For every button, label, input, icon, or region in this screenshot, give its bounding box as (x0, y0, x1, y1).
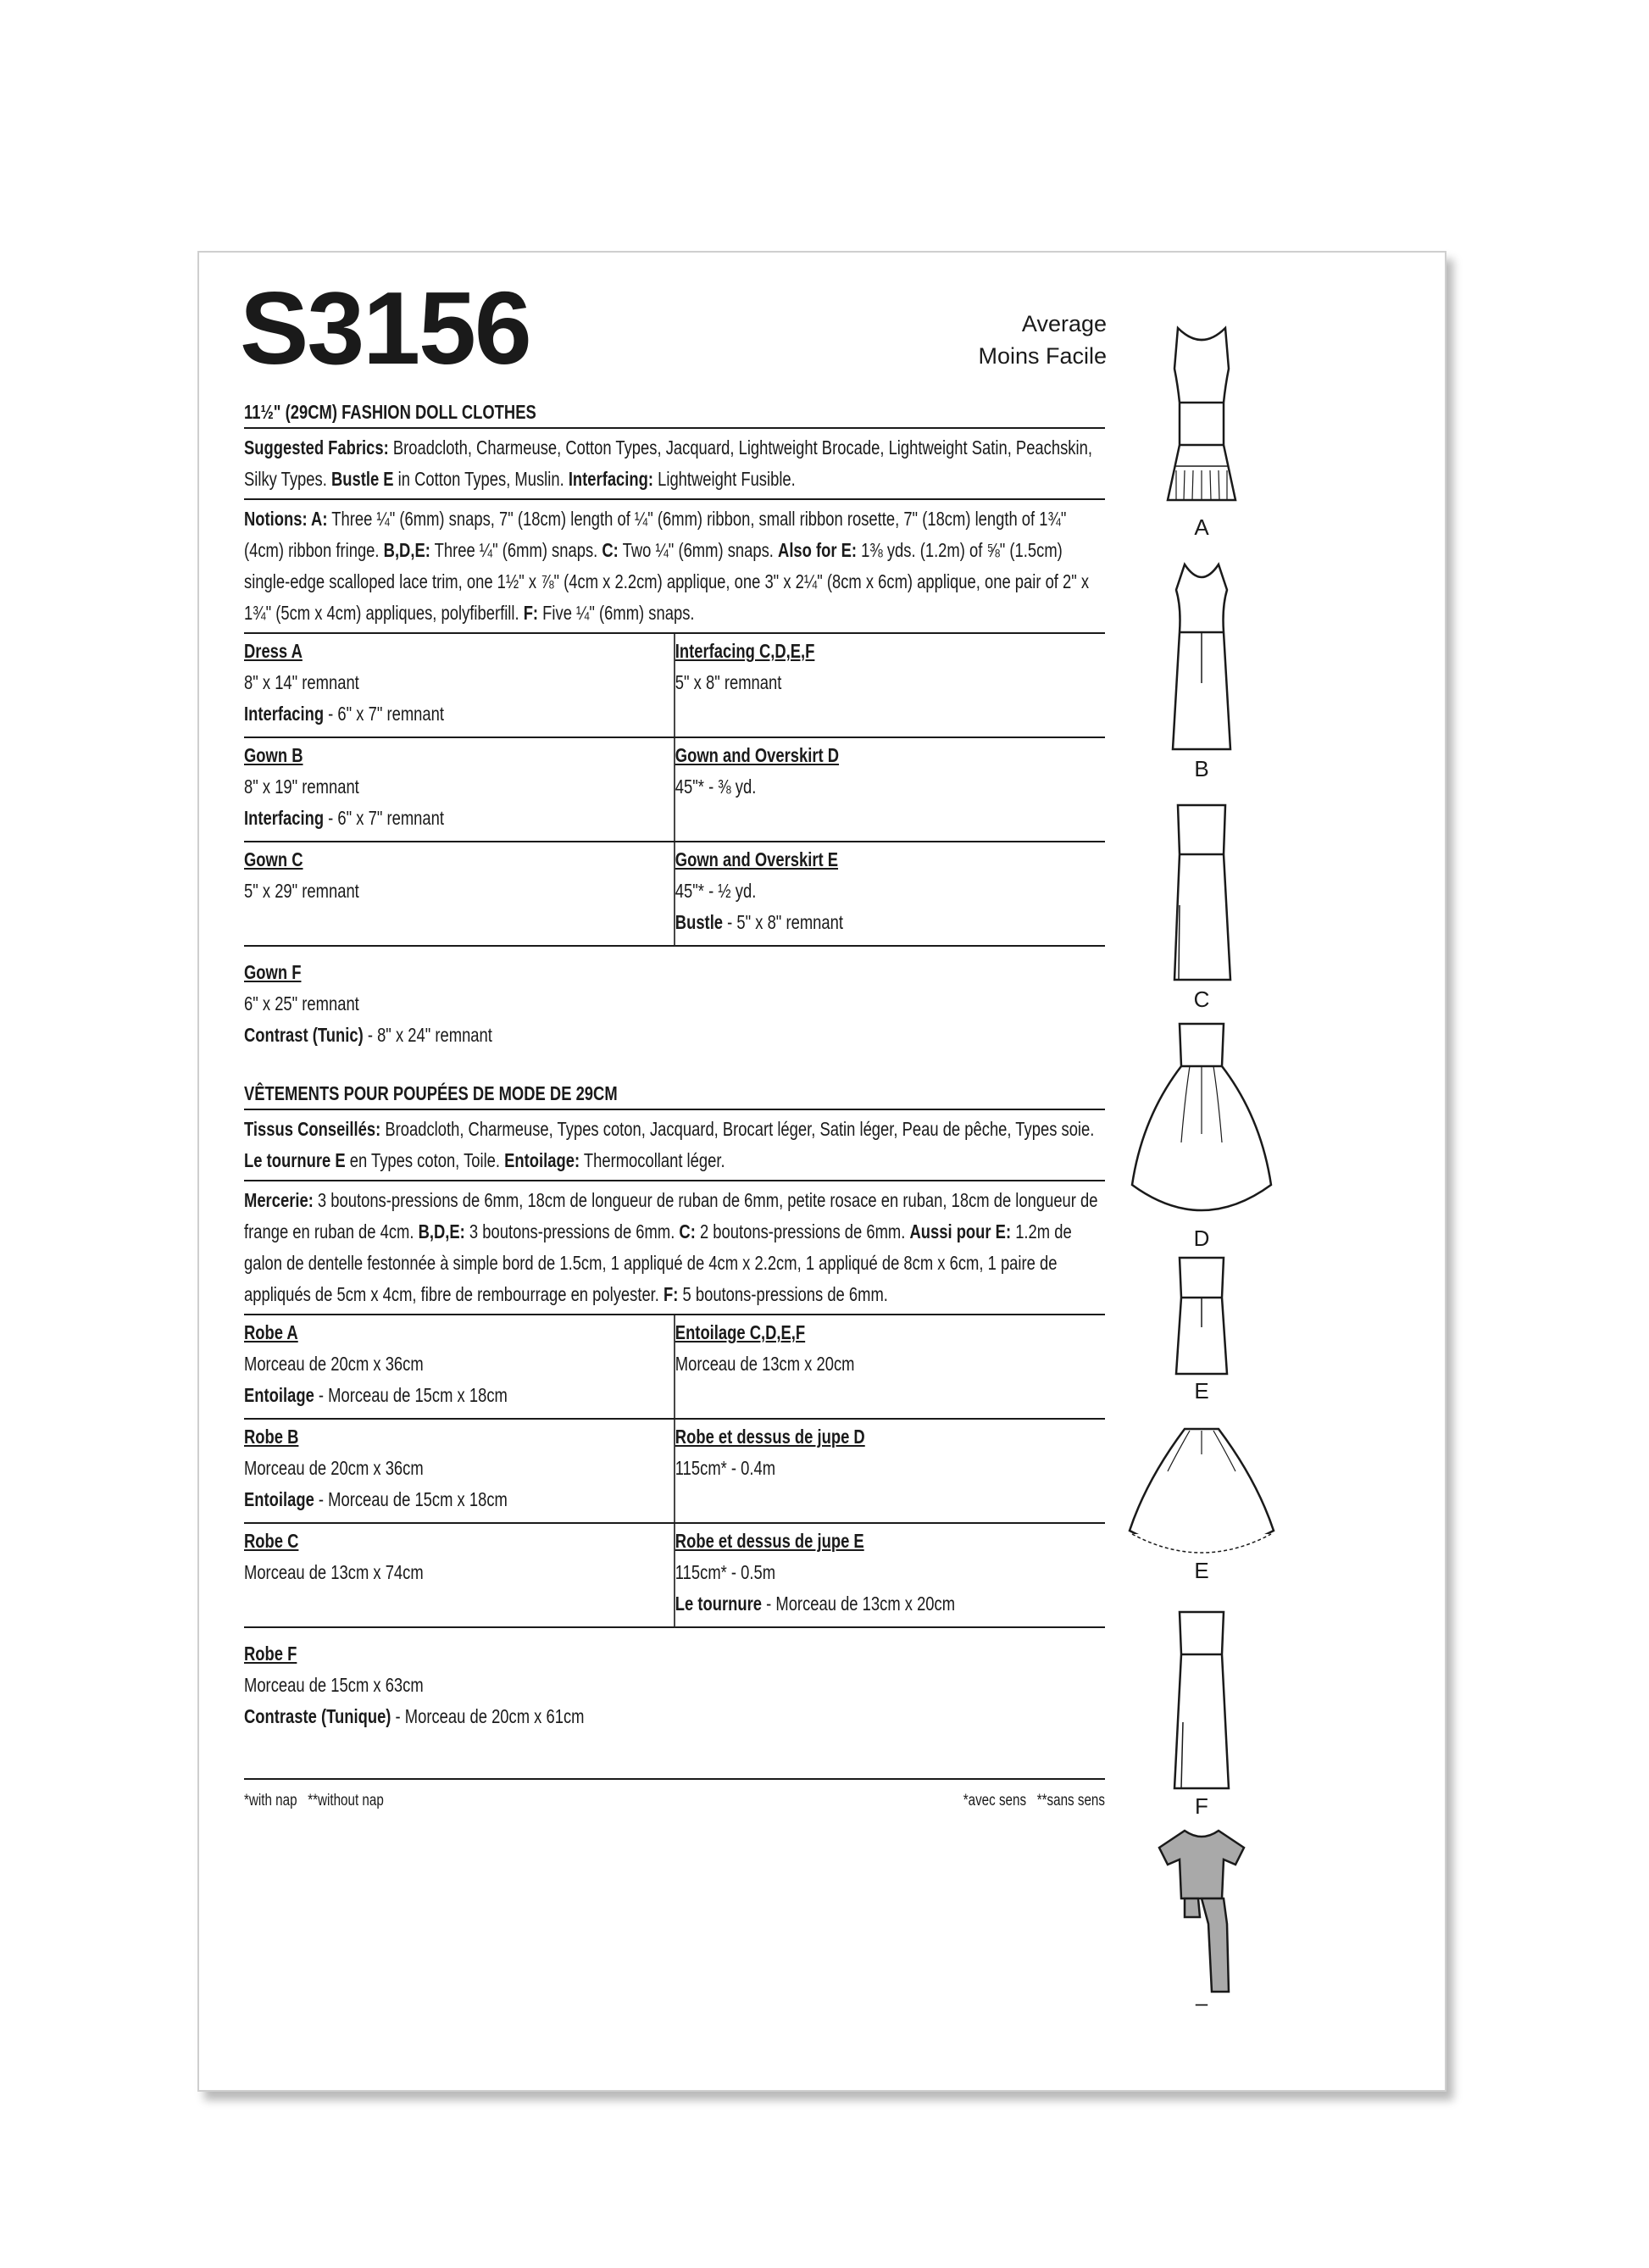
view-title: Gown and Overskirt D (675, 744, 840, 766)
interfacing-label: Entoilage: (504, 1149, 580, 1171)
notions-a: Three ¼" (6mm) snaps, 7" (18cm) length of ¼" (6mm) ribbon, small ribbon rosette, 7" (18cm) length of 1¾" (4cm) ribbon fringe. (244, 508, 1067, 561)
yardage-line: 5" x 8" remnant (675, 671, 782, 693)
view-c-drawing (1117, 795, 1286, 1012)
difficulty-label (978, 308, 1107, 372)
notions-c-label: C: (602, 539, 619, 561)
table-row (244, 634, 1105, 737)
view-label: F (1195, 1793, 1208, 1819)
english-notions (244, 500, 1105, 634)
yardage-line: Interfacing - 6" x 7" remnant (244, 807, 444, 829)
notions-label: Mercerie: (244, 1189, 314, 1211)
bustle-label: Le tournure E (244, 1149, 346, 1171)
bustle-text: in Cotton Types, Muslin. (393, 468, 569, 490)
yardage-line: Entoilage - Morceau de 15cm x 18cm (244, 1488, 508, 1510)
yardage-cell (244, 946, 675, 1058)
yardage-line: Morceau de 15cm x 63cm (244, 1674, 424, 1696)
notions-bde-label: B,D,E: (418, 1220, 465, 1242)
notions-bde: 3 boutons-pressions de 6mm. (464, 1220, 680, 1242)
view-b-drawing (1117, 556, 1286, 781)
yardage-cell (675, 1315, 1105, 1419)
dress-a-icon (1117, 318, 1286, 513)
view-f-tunic-drawing (1117, 1822, 1286, 2015)
view-title: Dress A (244, 640, 303, 662)
notions-a: 3 boutons-pressions de 6mm, 18cm de longueur de ruban de 6mm, petite rosace en ruban, 18cm de longueur de frange en ruban de 4cm. (244, 1189, 1098, 1242)
view-title: Gown F (244, 961, 302, 983)
gown-e-icon (1117, 1251, 1286, 1387)
notions-c: 2 boutons-pressions de 6mm. (695, 1220, 910, 1242)
table-row (244, 1315, 1105, 1419)
view-title: Robe C (244, 1530, 299, 1552)
fabrics-text: Broadcloth, Charmeuse, Types coton, Jacquard, Brocart léger, Satin léger, Peau de pêche, Types soie. (380, 1118, 1095, 1140)
yardage-cell (244, 1419, 675, 1523)
table-row (244, 946, 1105, 1058)
view-e-overskirt-drawing (1117, 1420, 1286, 1583)
nap-footnote (244, 1778, 1105, 1809)
view-title: Robe B (244, 1426, 299, 1448)
yardage-line: Interfacing - 6" x 7" remnant (244, 703, 444, 725)
view-title: Interfacing C,D,E,F (675, 640, 815, 662)
gown-f-icon (1117, 1604, 1286, 1798)
yardage-cell (675, 1419, 1105, 1523)
yardage-cell (244, 634, 675, 737)
yardage-cell (244, 737, 675, 842)
yardage-line: Le tournure - Morceau de 13cm x 20cm (675, 1593, 956, 1615)
view-f-drawing (1117, 1604, 1286, 1819)
notions-f: 5 boutons-pressions de 6mm. (678, 1283, 888, 1305)
french-yardage-table (244, 1315, 1105, 1739)
notions-bde: Three ¼" (6mm) snaps. (430, 539, 602, 561)
view-d-drawing (1117, 1015, 1286, 1251)
view-title: Robe et dessus de jupe D (675, 1426, 865, 1448)
bustle-label: Bustle E (330, 468, 394, 490)
view-label: A (1194, 514, 1209, 540)
yardage-line: Morceau de 13cm x 20cm (675, 1353, 855, 1375)
notions-e: 1.2m de galon de dentelle festonnée à simple bord de 1.5cm, 1 appliqué de 4cm x 2.2cm, 1 appliqué de 8cm x 6cm, 1 paire de appliqués de 5cm x 4cm, fibre de rembourrage en polyester. (244, 1220, 1072, 1305)
view-a-drawing (1117, 318, 1286, 540)
yardage-cell (675, 737, 1105, 842)
yardage-line: Contraste (Tunique) - Morceau de 20cm x 61cm (244, 1705, 585, 1727)
view-title: Gown B (244, 744, 303, 766)
interfacing-text: Thermocollant léger. (580, 1149, 725, 1171)
yardage-line: Contrast (Tunic) - 8" x 24" remnant (244, 1024, 492, 1046)
view-label: B (1194, 756, 1209, 781)
table-row (244, 1419, 1105, 1523)
view-label: E (1194, 1558, 1209, 1583)
table-row (244, 737, 1105, 842)
french-notions (244, 1181, 1105, 1315)
notions-bde-label: B,D,E: (383, 539, 430, 561)
yardage-cell (244, 1627, 675, 1739)
pattern-number: S3156 (240, 270, 530, 386)
interfacing-label: Interfacing: (568, 468, 654, 490)
yardage-cell (675, 634, 1105, 737)
view-e-drawing (1117, 1251, 1286, 1404)
yardage-cell (244, 1315, 675, 1419)
notions-f-label: F: (663, 1283, 679, 1305)
view-label: D (1193, 1226, 1210, 1251)
difficulty-french: Moins Facile (978, 343, 1107, 369)
yardage-cell (675, 842, 1105, 946)
yardage-cell (675, 1523, 1105, 1627)
fabrics-label: Tissus Conseillés: (244, 1118, 381, 1140)
view-title: Entoilage C,D,E,F (675, 1321, 806, 1343)
notions-e-label: Also for E: (778, 539, 858, 561)
bustle-text: en Types coton, Toile. (345, 1149, 505, 1171)
view-title: Gown C (244, 848, 303, 870)
view-label: C (1193, 987, 1210, 1012)
gown-d-icon (1117, 1015, 1286, 1227)
yardage-line: 5" x 29" remnant (244, 880, 359, 902)
notions-e: 1⅜ yds. (1.2m) of ⅝" (1.5cm) single-edge scalloped lace trim, one 1½" x ⅞" (4cm x 2.2cm) applique, one 3" x 2¼" (8cm x 6cm) applique, one pair of 2" x 1¾" (5cm x 4cm) appliques, polyfiberfill. (244, 539, 1090, 624)
yardage-line: 45"* - ⅜ yd. (675, 775, 757, 798)
tunic-f-icon (1117, 1822, 1286, 2000)
table-row (244, 1627, 1105, 1739)
requirements-content (244, 398, 1105, 1809)
view-label: – (1195, 1990, 1208, 2015)
yardage-line: 8" x 19" remnant (244, 775, 359, 798)
french-heading: VÊTEMENTS POUR POUPÉES DE MODE DE 29CM (244, 1080, 1105, 1110)
english-yardage-table (244, 634, 1105, 1058)
notions-f-label: F: (523, 602, 539, 624)
fabrics-text: Broadcloth, Charmeuse, Cotton Types, Jacquard, Lightweight Brocade, Lightweight Satin, Peachskin, Silky Types. (244, 436, 1092, 490)
table-row (244, 842, 1105, 946)
notions-c: Two ¼" (6mm) snaps. (618, 539, 779, 561)
yardage-line: 115cm* - 0.5m (675, 1561, 776, 1583)
yardage-line: Morceau de 13cm x 74cm (244, 1561, 424, 1583)
difficulty-english: Average (1021, 311, 1107, 336)
yardage-line: 45"* - ½ yd. (675, 880, 757, 902)
english-fabrics (244, 429, 1105, 500)
notions-f: Five ¼" (6mm) snaps. (538, 602, 695, 624)
fabrics-label: Suggested Fabrics: (244, 436, 389, 459)
yardage-cell (244, 1523, 675, 1627)
notions-c-label: C: (679, 1220, 696, 1242)
yardage-line: Morceau de 20cm x 36cm (244, 1457, 424, 1479)
yardage-line: Morceau de 20cm x 36cm (244, 1353, 424, 1375)
view-title: Gown and Overskirt E (675, 848, 839, 870)
interfacing-text: Lightweight Fusible. (653, 468, 796, 490)
footnote-english: *with nap **without nap (244, 1792, 384, 1809)
view-title: Robe A (244, 1321, 298, 1343)
notions-e-label: Aussi pour E: (909, 1220, 1012, 1242)
yardage-cell (244, 842, 675, 946)
yardage-line: 115cm* - 0.4m (675, 1457, 776, 1479)
notions-label: Notions: A: (244, 508, 328, 530)
gown-c-icon (1117, 795, 1286, 990)
yardage-line: Entoilage - Morceau de 15cm x 18cm (244, 1384, 508, 1406)
table-row (244, 1523, 1105, 1627)
footnote-french: *avec sens **sans sens (963, 1792, 1105, 1809)
view-label: E (1194, 1378, 1209, 1404)
english-heading: 11½" (29CM) FASHION DOLL CLOTHES (244, 398, 1105, 429)
french-fabrics (244, 1110, 1105, 1181)
overskirt-e-icon (1117, 1420, 1286, 1565)
gown-b-icon (1117, 556, 1286, 759)
view-title: Robe et dessus de jupe E (675, 1530, 864, 1552)
yardage-line: 8" x 14" remnant (244, 671, 359, 693)
yardage-line: Bustle - 5" x 8" remnant (675, 911, 843, 933)
yardage-line: 6" x 25" remnant (244, 992, 359, 1014)
view-title: Robe F (244, 1643, 297, 1665)
